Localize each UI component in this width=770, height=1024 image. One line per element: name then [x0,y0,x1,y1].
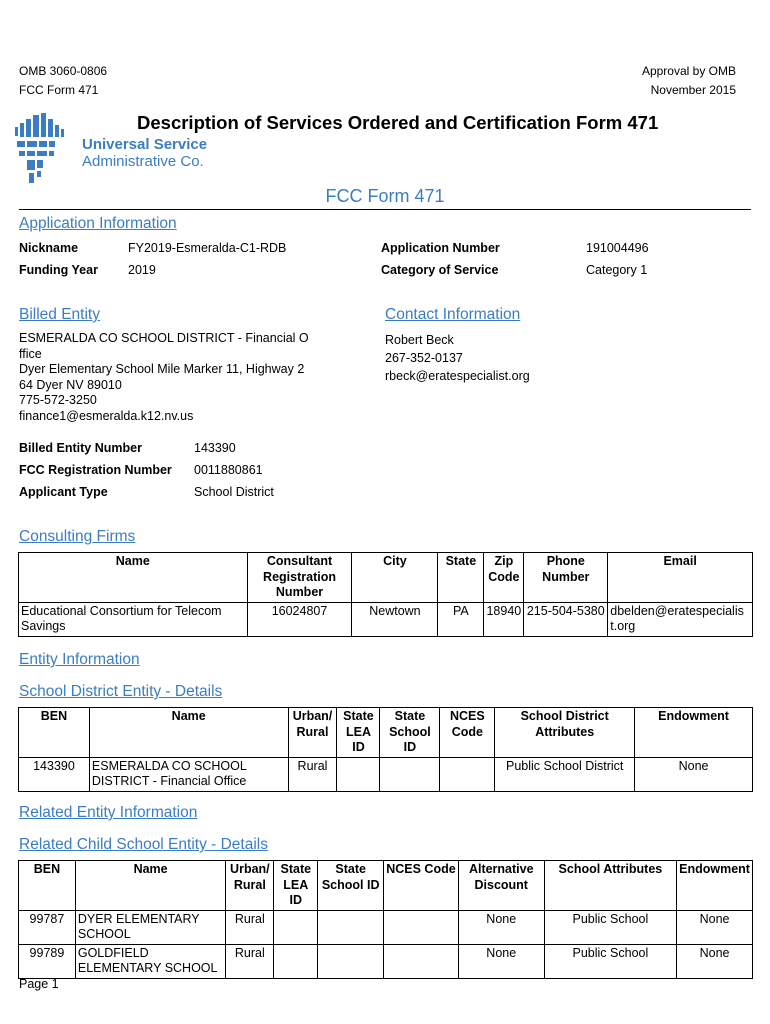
cell [384,944,459,978]
col-header: Consultant Registration Number [247,553,352,603]
contact-phone: 267-352-0137 [385,351,463,365]
billed-line: Dyer Elementary School Mile Marker 11, Highway 2 [19,362,305,376]
col-header: State [438,553,484,603]
cell [274,944,318,978]
title-divider [19,209,751,210]
fcc-reg-label: FCC Registration Number [19,463,172,477]
contact-name: Robert Beck [385,333,454,347]
applicant-type-label: Applicant Type [19,485,108,499]
col-header: BEN [19,708,90,758]
billed-line: 775-572-3250 [19,393,97,407]
col-header: State School ID [380,708,440,758]
logo-line1: Universal Service [82,136,208,153]
table-row [19,944,753,978]
col-header: Name [19,553,248,603]
table-row [19,910,753,944]
col-header: NCES Code [384,861,459,911]
contact-email[interactable]: rbeck@eratespecialist.org [385,369,530,383]
cell: 16024807 [247,602,352,636]
usac-logo [15,113,87,183]
form-number: FCC Form 471 [19,83,99,97]
nickname-label: Nickname [19,241,79,255]
contact-block [385,331,530,385]
page-number: Page 1 [19,977,59,991]
document-title: Description of Services Ordered and Certification Form 471 [137,112,659,133]
table-header-row [19,553,753,603]
logo-line2: Administrative Co. [82,153,204,170]
cell: 143390 [19,757,90,791]
cell [440,757,495,791]
col-header: School Attributes [544,861,676,911]
cell: Public School [544,910,676,944]
billed-line: ffice [19,346,42,361]
table-header-row [19,861,753,911]
col-header: Zip Code [484,553,524,603]
cell: None [635,757,753,791]
cell [337,757,380,791]
school-district-table [18,707,753,792]
cell: Educational Consortium for Telecom Savings [19,602,248,636]
col-header: Urban/ Rural [288,708,337,758]
cell: PA [438,602,484,636]
col-header: State LEA ID [274,861,318,911]
col-header: School District Attributes [495,708,635,758]
school-district-heading: School District Entity - Details [19,683,223,700]
cell: ESMERALDA CO SCHOOL DISTRICT - Financial Office [89,757,288,791]
form-subtitle: FCC Form 471 [325,186,445,206]
cell [318,944,384,978]
related-child-table [18,860,753,979]
related-child-heading: Related Child School Entity - Details [19,836,268,853]
billed-line: ESMERALDA CO SCHOOL DISTRICT - Financial O [19,331,309,345]
entity-info-heading: Entity Information [19,651,140,668]
col-header: NCES Code [440,708,495,758]
cell: GOLDFIELD ELEMENTARY SCHOOL [75,944,226,978]
application-number-label: Application Number [381,241,500,255]
billed-entity-address [19,331,309,424]
cell: None [458,910,544,944]
category-value: Category 1 [586,263,648,277]
cell: 215-504-5380 [524,602,608,636]
funding-year-label: Funding Year [19,263,98,277]
consulting-firms-heading: Consulting Firms [19,528,136,545]
cell: None [458,944,544,978]
cell: Rural [288,757,337,791]
billed-line: finance1@esmeralda.k12.nv.us [19,408,194,423]
cell: DYER ELEMENTARY SCHOOL [75,910,226,944]
billed-entity-heading: Billed Entity [19,306,100,323]
consulting-firms-table [18,552,753,637]
table-header-row [19,708,753,758]
col-header: Phone Number [524,553,608,603]
billed-line: 64 Dyer NV 89010 [19,377,122,392]
contact-info-heading: Contact Information [385,306,521,323]
approval-date: November 2015 [650,83,736,97]
funding-year-value: 2019 [128,263,156,277]
col-header: State LEA ID [337,708,380,758]
col-header: Name [89,708,288,758]
col-header: Name [75,861,226,911]
related-entity-heading: Related Entity Information [19,804,198,821]
col-header: BEN [19,861,76,911]
omb-number: OMB 3060-0806 [19,64,108,78]
col-header: Email [608,553,753,603]
cell [384,910,459,944]
applicant-type-value: School District [194,485,274,499]
col-header: Endowment [677,861,753,911]
cell: dbelden@eratespecialist.org [608,602,753,636]
category-label: Category of Service [381,263,499,277]
cell: 99789 [19,944,76,978]
fcc-reg-value: 0011880861 [194,463,263,477]
cell [318,910,384,944]
cell: Rural [226,910,274,944]
col-header: Alternative Discount [458,861,544,911]
nickname-value: FY2019-Esmeralda-C1-RDB [128,241,287,255]
table-row [19,602,753,636]
cell: Public School [544,944,676,978]
cell: 18940 [484,602,524,636]
cell: Newtown [352,602,438,636]
cell: None [677,910,753,944]
table-row [19,757,753,791]
ben-value: 143390 [194,441,236,455]
application-info-heading: Application Information [19,215,177,232]
application-number-value: 191004496 [586,241,649,255]
cell: None [677,944,753,978]
cell: 99787 [19,910,76,944]
cell: Public School District [495,757,635,791]
col-header: City [352,553,438,603]
cell: Rural [226,944,274,978]
cell [380,757,440,791]
omb-approval: Approval by OMB [641,64,736,78]
col-header: Urban/ Rural [226,861,274,911]
col-header: Endowment [635,708,753,758]
col-header: State School ID [318,861,384,911]
cell [274,910,318,944]
ben-label: Billed Entity Number [19,441,142,455]
